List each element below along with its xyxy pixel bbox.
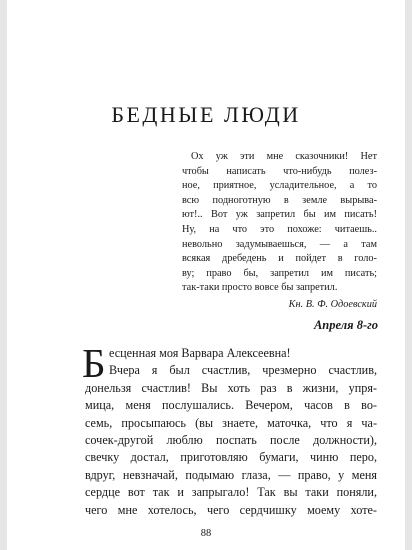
epigraph-line: Ну, на что это похоже: читаешь..	[182, 223, 377, 235]
letter-line: семь, просыпаюсь (вы знаете, маточка, что я ча-	[85, 415, 377, 430]
epigraph-author: Кн. В. Ф. Одоевский	[288, 298, 377, 310]
chapter-title: БЕДНЫЕ ЛЮДИ	[111, 102, 301, 127]
epigraph-line: невольно задумываешься, — а там	[182, 238, 377, 250]
epigraph-line: ют!.. Вот уж запретил бы им писать!	[182, 209, 377, 221]
epigraph-line: ву; право бы, запретил им писать;	[182, 267, 377, 279]
letter-body	[82, 340, 377, 519]
page-number: 88	[200, 528, 212, 539]
letter-line: есценная моя Варвара Алексеевна!	[109, 346, 291, 360]
letter-line: вдруг, невзначай, подымаю глаза, — право, у меня	[85, 467, 377, 482]
letter-line: мица, меня послушались. Вечером, часов в во-	[85, 398, 377, 413]
epigraph-line: всю подноготную в земле вырыва-	[182, 194, 377, 206]
letter-line: донельзя счастлив! Вы хоть раз в жизни, упря-	[85, 380, 377, 395]
letter-line: свечку достал, приготовляю бумаги, чиню перо,	[85, 450, 377, 465]
letter-line: чего мне хотелось, чего сердчишку моему хоте-	[85, 502, 377, 517]
drop-cap: Б	[82, 340, 106, 386]
epigraph	[182, 150, 377, 313]
letter-line: сердце вот так и запрыгало! Так вы таки поняли,	[85, 485, 377, 500]
epigraph-line: так-таки просто вовсе бы запретил.	[182, 282, 338, 294]
epigraph-line: всякая дребедень и пойдет в голо-	[182, 253, 377, 265]
epigraph-line: ное, приятное, усладительное, а то	[182, 180, 377, 192]
book-page	[7, 0, 405, 550]
letter-line: Вчера я был счастлив, чрезмерно счастлив,	[109, 363, 377, 378]
letter-date: Апреля 8-го	[313, 318, 378, 332]
letter-line: сочек-другой люблю поспать после должности),	[85, 433, 377, 448]
epigraph-line: чтобы написать что-нибудь полез-	[182, 165, 377, 177]
epigraph-line: Ох уж эти мне сказочники! Нет	[191, 151, 377, 162]
